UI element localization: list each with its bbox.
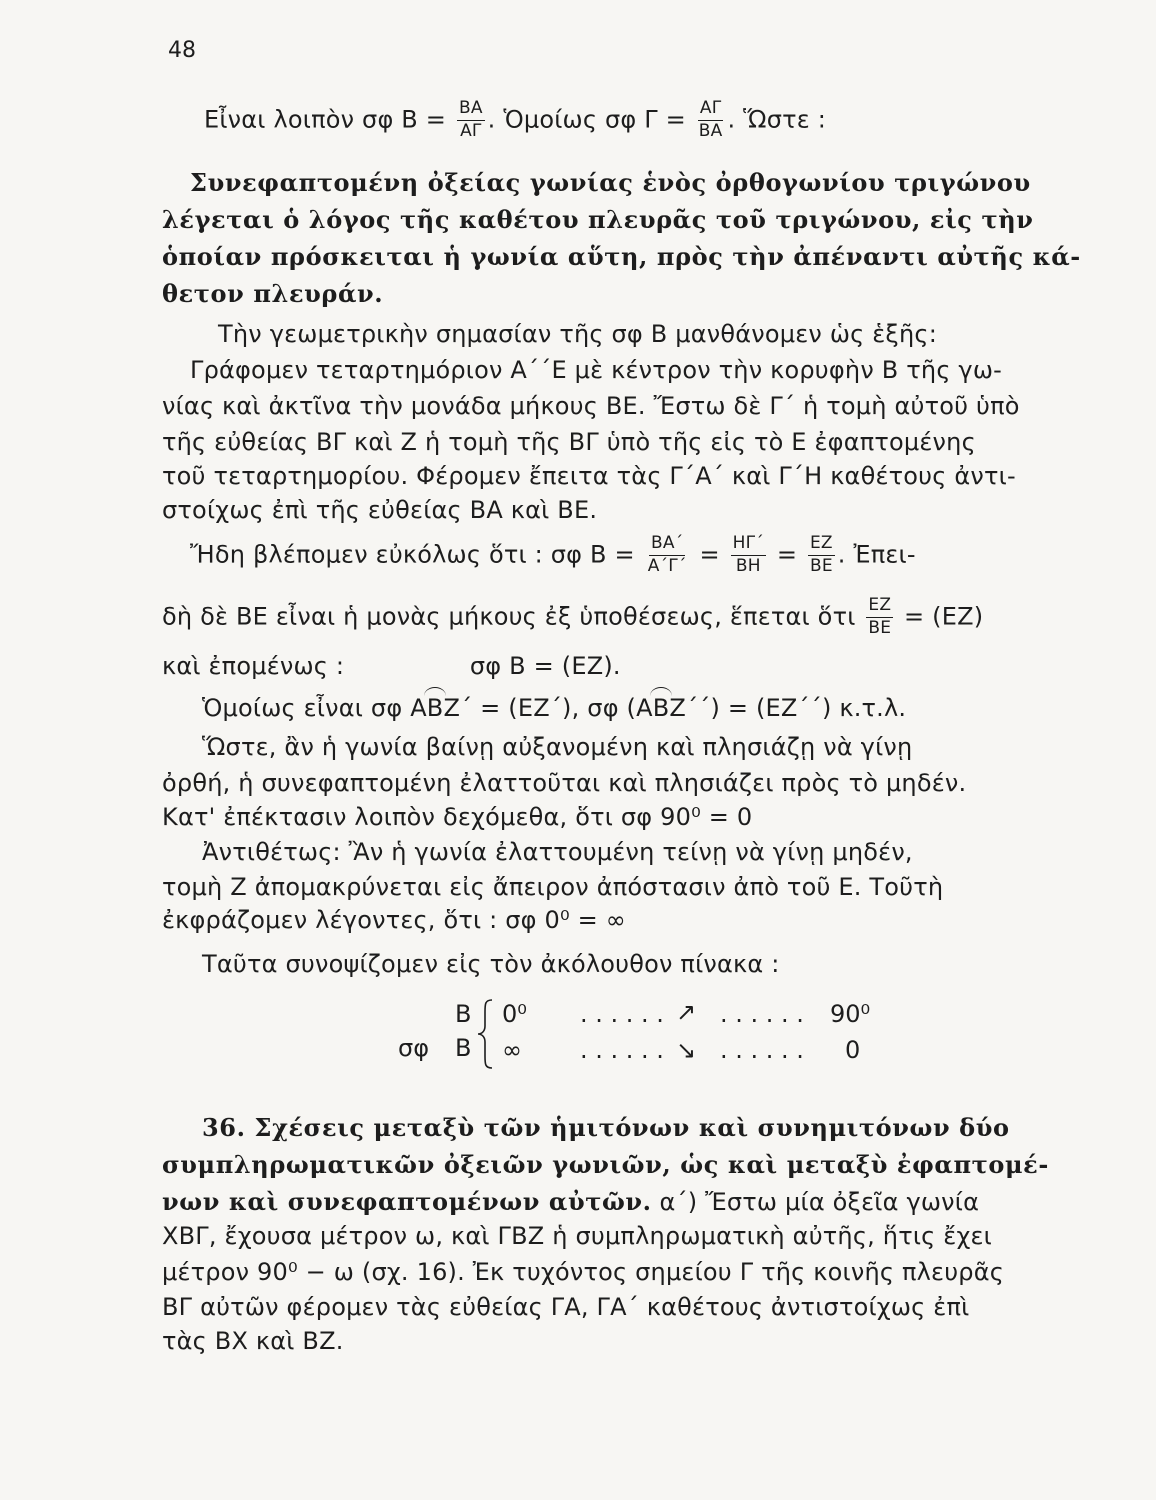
paragraph-line: τῆς εὐθείας ΒΓ καὶ Ζ ἡ τομὴ τῆς ΒΓ ὑπὸ τῆς εἰς τὸ Ε ἐφαπτομένης bbox=[162, 428, 976, 456]
definition-line-1: Συνεφαπτομένη ὀξείας γωνίας ἑνὸς ὀρθογωνίου τριγώνου bbox=[190, 168, 1031, 197]
fraction-denominator: ΒΕ bbox=[868, 617, 892, 638]
text-segment: Ἤδη βλέπομεν εὐκόλως ὅτι : σφ Β = bbox=[190, 540, 635, 569]
text-segment: . Ἐπει- bbox=[837, 540, 916, 569]
text-segment: ΄΄) = (ΕΖ΄΄) κ.τ.λ. bbox=[686, 694, 907, 722]
table-end-value: 90⁰ bbox=[830, 1000, 871, 1028]
section-title-text: Σχέσεις μεταξὺ τῶν ἡμιτόνων καὶ συνημιτόνων δύο bbox=[254, 1113, 1010, 1142]
section-heading-line-2: συμπληρωματικῶν ὀξειῶν γωνιῶν, ὡς καὶ μεταξὺ ἐφαπτομέ- bbox=[162, 1150, 1049, 1179]
brace-icon bbox=[476, 998, 496, 1070]
text-segment: σφ Β = (ΕΖ). bbox=[469, 652, 621, 680]
table-row-label: Β bbox=[455, 1034, 472, 1062]
paragraph-line: μέτρον 90⁰ − ω (σχ. 16). Ἐκ τυχόντος σημείου Γ τῆς κοινῆς πλευρᾶς bbox=[162, 1258, 1005, 1286]
table-dots: . . . . . . bbox=[720, 1000, 804, 1028]
equation-line bbox=[190, 535, 916, 576]
increase-arrow-icon: ↗ bbox=[676, 998, 697, 1026]
fraction-numerator: ΑΓ bbox=[698, 100, 724, 121]
section-number: 36. bbox=[202, 1113, 246, 1142]
paragraph-line: ἐκφράζομεν λέγοντες, ὅτι : σφ 0⁰ = ∞ bbox=[162, 906, 626, 934]
fraction-ag-over-ba bbox=[697, 100, 725, 141]
equals-sign: = bbox=[776, 540, 798, 569]
equals-sign: = bbox=[699, 540, 720, 569]
section-heading-line-1 bbox=[202, 1113, 1010, 1142]
paragraph-line: τὰς ΒΧ καὶ ΒΖ. bbox=[162, 1327, 344, 1355]
fraction-numerator: ΒΑ bbox=[457, 100, 485, 121]
table-dots: . . . . . . bbox=[580, 1000, 664, 1028]
fraction-numerator: ΕΖ bbox=[808, 535, 835, 556]
text-segment: ΄ = (ΕΖ΄), σφ ( bbox=[460, 694, 637, 722]
fraction-ba-over-ag bbox=[457, 100, 485, 141]
paragraph-line: Ἀντιθέτως: Ἂν ἡ γωνία ἐλαττουμένη τείνῃ νὰ γίνῃ μηδέν, bbox=[202, 838, 913, 866]
table-start-value: ∞ bbox=[502, 1036, 522, 1064]
text-segment: καὶ ἐπομένως : bbox=[162, 652, 345, 680]
angle-abz: ΑΒΖ bbox=[636, 694, 687, 722]
paragraph-line: Τὴν γεωμετρικὴν σημασίαν τῆς σφ Β μανθάνομεν ὡς ἑξῆς: bbox=[218, 320, 937, 348]
paragraph-line: Ὥστε, ἂν ἡ γωνία βαίνῃ αὐξανομένη καὶ πλησιάζῃ νὰ γίνῃ bbox=[202, 733, 913, 761]
text-segment: α΄) Ἔστω μία ὀξεῖα γωνία bbox=[651, 1188, 980, 1216]
page-number: 48 bbox=[168, 38, 196, 63]
fraction-numerator: ΒΑ΄ bbox=[649, 535, 685, 556]
paragraph-line: Κατ' ἐπέκτασιν λοιπὸν δεχόμεθα, ὅτι σφ 90⁰ = 0 bbox=[162, 803, 753, 831]
decrease-arrow-icon: ↘ bbox=[676, 1036, 697, 1064]
text-segment: Ὁμοίως εἶναι σφ bbox=[202, 694, 411, 722]
fraction-denominator: ΒΕ bbox=[809, 555, 833, 576]
section-line-3 bbox=[162, 1187, 979, 1216]
paragraph-line bbox=[202, 694, 906, 722]
paragraph-line: τοῦ τεταρτημορίου. Φέρομεν ἔπειτα τὰς Γ΄Α΄ καὶ Γ΄Η καθέτους ἀντι- bbox=[162, 462, 1016, 490]
table-start-value: 0⁰ bbox=[502, 1000, 527, 1028]
cotangent-ratio-line bbox=[204, 100, 826, 141]
text-segment: . Ὥστε : bbox=[727, 105, 827, 134]
paragraph-line: νίας καὶ ἀκτῖνα τὴν μονάδα μήκους ΒΕ. Ἔστω δὲ Γ΄ ἡ τομὴ αὐτοῦ ὑπὸ bbox=[162, 392, 1020, 420]
paragraph-line bbox=[162, 652, 621, 680]
fraction-hg-prime bbox=[731, 535, 766, 576]
fraction-ez-over-be bbox=[808, 535, 835, 576]
text-segment: Εἶναι λοιπὸν σφ Β = bbox=[204, 105, 447, 134]
definition-line-4: θετον πλευράν. bbox=[162, 279, 384, 308]
fraction-denominator: ΒΑ bbox=[698, 120, 723, 141]
table-dots: . . . . . . bbox=[580, 1036, 664, 1064]
text-segment: . Ὁμοίως σφ Γ = bbox=[487, 105, 686, 134]
fraction-numerator: ΗΓ΄ bbox=[731, 535, 766, 556]
definition-line-3: ὁποίαν πρόσκειται ἡ γωνία αὕτη, πρὸς τὴν ἀπέναντι αὐτῆς κά- bbox=[162, 242, 1081, 271]
table-row-prefix: σφ bbox=[398, 1034, 430, 1062]
paragraph-line: Γράφομεν τεταρτημόριον Α΄΄Ε μὲ κέντρον τὴν κορυφὴν Β τῆς γω- bbox=[190, 356, 1002, 384]
table-row-label: Β bbox=[455, 1000, 472, 1028]
fraction-numerator: ΕΖ bbox=[866, 597, 893, 618]
paragraph-line: Ταῦτα συνοψίζομεν εἰς τὸν ἀκόλουθον πίνακα : bbox=[202, 950, 780, 978]
fraction-denominator: Α΄Γ΄ bbox=[647, 555, 687, 576]
text-segment: δὴ δὲ ΒΕ εἶναι ἡ μονὰς μήκους ἐξ ὑποθέσεως, ἕπεται ὅτι bbox=[162, 602, 856, 631]
table-end-value: 0 bbox=[845, 1036, 861, 1064]
paragraph-line: τομὴ Ζ ἀπομακρύνεται εἰς ἄπειρον ἀπόστασιν ἀπὸ τοῦ Ε. Τοῦτὴ bbox=[162, 873, 944, 901]
section-title-text: νων καὶ συνεφαπτομένων αὐτῶν. bbox=[162, 1187, 652, 1216]
paragraph-line: ὀρθή, ἡ συνεφαπτομένη ἐλαττοῦται καὶ πλησιάζει πρὸς τὸ μηδέν. bbox=[162, 769, 967, 797]
paragraph-line: ΧΒΓ, ἔχουσα μέτρον ω, καὶ ΓΒΖ ἡ συμπληρωματικὴ αὐτῆς, ἥτις ἔχει bbox=[162, 1222, 993, 1250]
fraction-denominator: ΑΓ bbox=[460, 120, 482, 141]
angle-abz: ΑΒΖ bbox=[410, 694, 461, 722]
text-segment: = (ΕΖ) bbox=[904, 602, 984, 631]
paragraph-line: στοίχως ἐπὶ τῆς εὐθείας ΒΑ καὶ ΒΕ. bbox=[162, 496, 598, 524]
fraction-ez-over-be bbox=[866, 597, 893, 638]
fraction-ba-prime bbox=[646, 535, 689, 576]
fraction-denominator: ΒΗ bbox=[735, 555, 761, 576]
definition-line-2: λέγεται ὁ λόγος τῆς καθέτου πλευρᾶς τοῦ τριγώνου, εἰς τὴν bbox=[162, 205, 1034, 234]
equation-line bbox=[162, 597, 983, 638]
paragraph-line: ΒΓ αὐτῶν φέρομεν τὰς εὐθείας ΓΑ, ΓΑ΄ καθέτους ἀντιστοίχως ἐπὶ bbox=[162, 1293, 970, 1321]
table-dots: . . . . . . bbox=[720, 1036, 804, 1064]
